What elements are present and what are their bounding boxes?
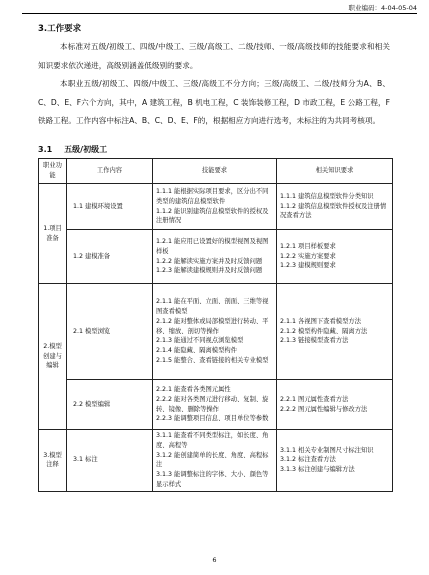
page-number: 6: [212, 556, 217, 564]
skill-item: 3.1.2 能创建简单的长度、角度、高程标注: [156, 451, 269, 469]
table-row: [39, 184, 393, 230]
knowledge-item: 3.1.3 标注创建与编辑方法: [280, 466, 355, 474]
subsection-number: 3.1: [38, 145, 53, 154]
skill-cell: [153, 230, 277, 284]
skill-cell: [153, 380, 277, 430]
subsection-heading: [38, 144, 119, 155]
skill-cell: [153, 430, 277, 492]
knowledge-cell: [277, 184, 393, 230]
knowledge-item: 2.1.3 链接模型查看方法: [280, 337, 349, 345]
knowledge-item: 2.2.2 图元属性编辑与修改方法: [280, 405, 368, 413]
skill-item: 2.1.5 能整合、查看链接的相关专业模型: [156, 356, 269, 364]
table-row: [39, 230, 393, 284]
knowledge-cell: [277, 284, 393, 380]
skill-cell: [153, 184, 277, 230]
knowledge-item: 1.1.1 建筑信息模型软件分类知识: [280, 192, 374, 200]
skill-item: 1.2.1 能应用已设置好的模型视图及视图样板: [156, 237, 269, 255]
skill-item: 1.1.1 能根据实际项目要求，区分出不同类型的建筑信息模型软件: [156, 187, 269, 205]
work-content-cell: 1.1 建模环境设置: [67, 184, 153, 230]
table-row: [39, 284, 393, 380]
requirements-table: [38, 158, 393, 492]
paragraph-1: 本标准对五级/初级工、四级/中级工、三级/高级工、二级/技师、一级/高级技师的技能要求和相关知识要求依次递进，高级别涵盖低级别的要求。: [38, 42, 390, 70]
knowledge-cell: [277, 230, 393, 284]
occupation-code: 职业编码：4-04-05-04: [348, 4, 417, 12]
skill-item: 2.1.1 能在平面、立面、剖面、三维等视图查看模型: [156, 298, 269, 315]
knowledge-item: 1.1.2 建筑信息模型软件授权及注册情况查看方法: [280, 202, 387, 220]
work-content-cell: 1.2 建模准备: [67, 230, 153, 284]
skill-item: 2.2.2 能对各类图元进行移动、复制、旋转、镜像、删除等操作: [156, 395, 269, 413]
table-body: [39, 184, 393, 492]
skill-item: 3.1.3 能调整标注的字体、大小、颜色等显示样式: [156, 471, 269, 488]
skill-item: 2.2.1 能查看各类图元属性: [156, 385, 231, 393]
header-rule: [22, 13, 417, 14]
header-func: 职业功能: [39, 159, 67, 184]
skill-cell: [153, 284, 277, 380]
work-content-cell: 2.2 模型编辑: [67, 380, 153, 430]
knowledge-item: 1.2.3 建模规则要求: [280, 262, 336, 270]
skill-item: 2.1.2 能对整体或局部模型进行转动、平移、缩放、剖切等操作: [156, 317, 269, 335]
section-heading: 3.工作要求: [38, 24, 82, 34]
skill-item: 3.1.1 能查看不同类型标注，如长度、角度、高程等: [156, 432, 269, 449]
header-work: 工作内容: [67, 159, 153, 184]
table-header-row: [39, 159, 393, 184]
function-cell: 2.模型创建与编辑: [39, 284, 67, 430]
header-skill: 技能要求: [153, 159, 277, 184]
knowledge-cell: [277, 380, 393, 430]
function-cell: 1.项目准备: [39, 184, 67, 284]
skill-item: 2.1.4 能隐藏、隔离模型构件: [156, 347, 237, 355]
work-content-cell: 3.1 标注: [67, 430, 153, 492]
knowledge-item: 2.1.1 各视图下查看模型方法: [280, 317, 361, 325]
knowledge-item: 3.1.1 相关专业制图尺寸标注知识: [280, 446, 374, 454]
table-row: [39, 430, 393, 492]
skill-item: 2.2.3 能调整项目信息、项目单位等参数: [156, 415, 269, 423]
knowledge-item: 1.2.2 实施方案要求: [280, 252, 336, 260]
paragraph-2: 本职业五级/初级工、四级/中级工、三级/高级工不分方向；三级/高级工、二级/技师分为A、B、C、D、E、F六个方向，其中，A 建筑工程，B 机电工程，C 装饰装修工程，D 市政工程，E 公路工程，F 铁路工程。工作内容中标注A、B、C、D、E、F的，根据相应方向进行选考，未标注的为共同考核项。: [38, 79, 390, 125]
table-row: [39, 380, 393, 430]
knowledge-item: 2.2.1 图元属性查看方法: [280, 395, 349, 403]
page-header: [0, 0, 429, 15]
knowledge-item: 2.1.2 模型构件隐藏、隔离方法: [280, 327, 368, 335]
skill-item: 1.1.2 能识别建筑信息模型软件的授权及注册情况: [156, 207, 269, 225]
knowledge-item: 1.2.1 项目样板要求: [280, 242, 336, 250]
knowledge-cell: [277, 430, 393, 492]
subsection-title: 五级/初级工: [64, 145, 108, 154]
skill-item: 1.2.3 能解读建模规则并及时反馈问题: [156, 267, 263, 275]
header-know: 相关知识要求: [277, 159, 393, 184]
skill-item: 1.2.2 能解读实施方案并及时反馈问题: [156, 257, 263, 265]
skill-item: 2.1.3 能通过不同视点浏览模型: [156, 337, 244, 345]
knowledge-item: 3.1.2 标注查看方法: [280, 456, 336, 464]
function-cell: 3.模型注释: [39, 430, 67, 492]
work-content-cell: 2.1 模型浏览: [67, 284, 153, 380]
